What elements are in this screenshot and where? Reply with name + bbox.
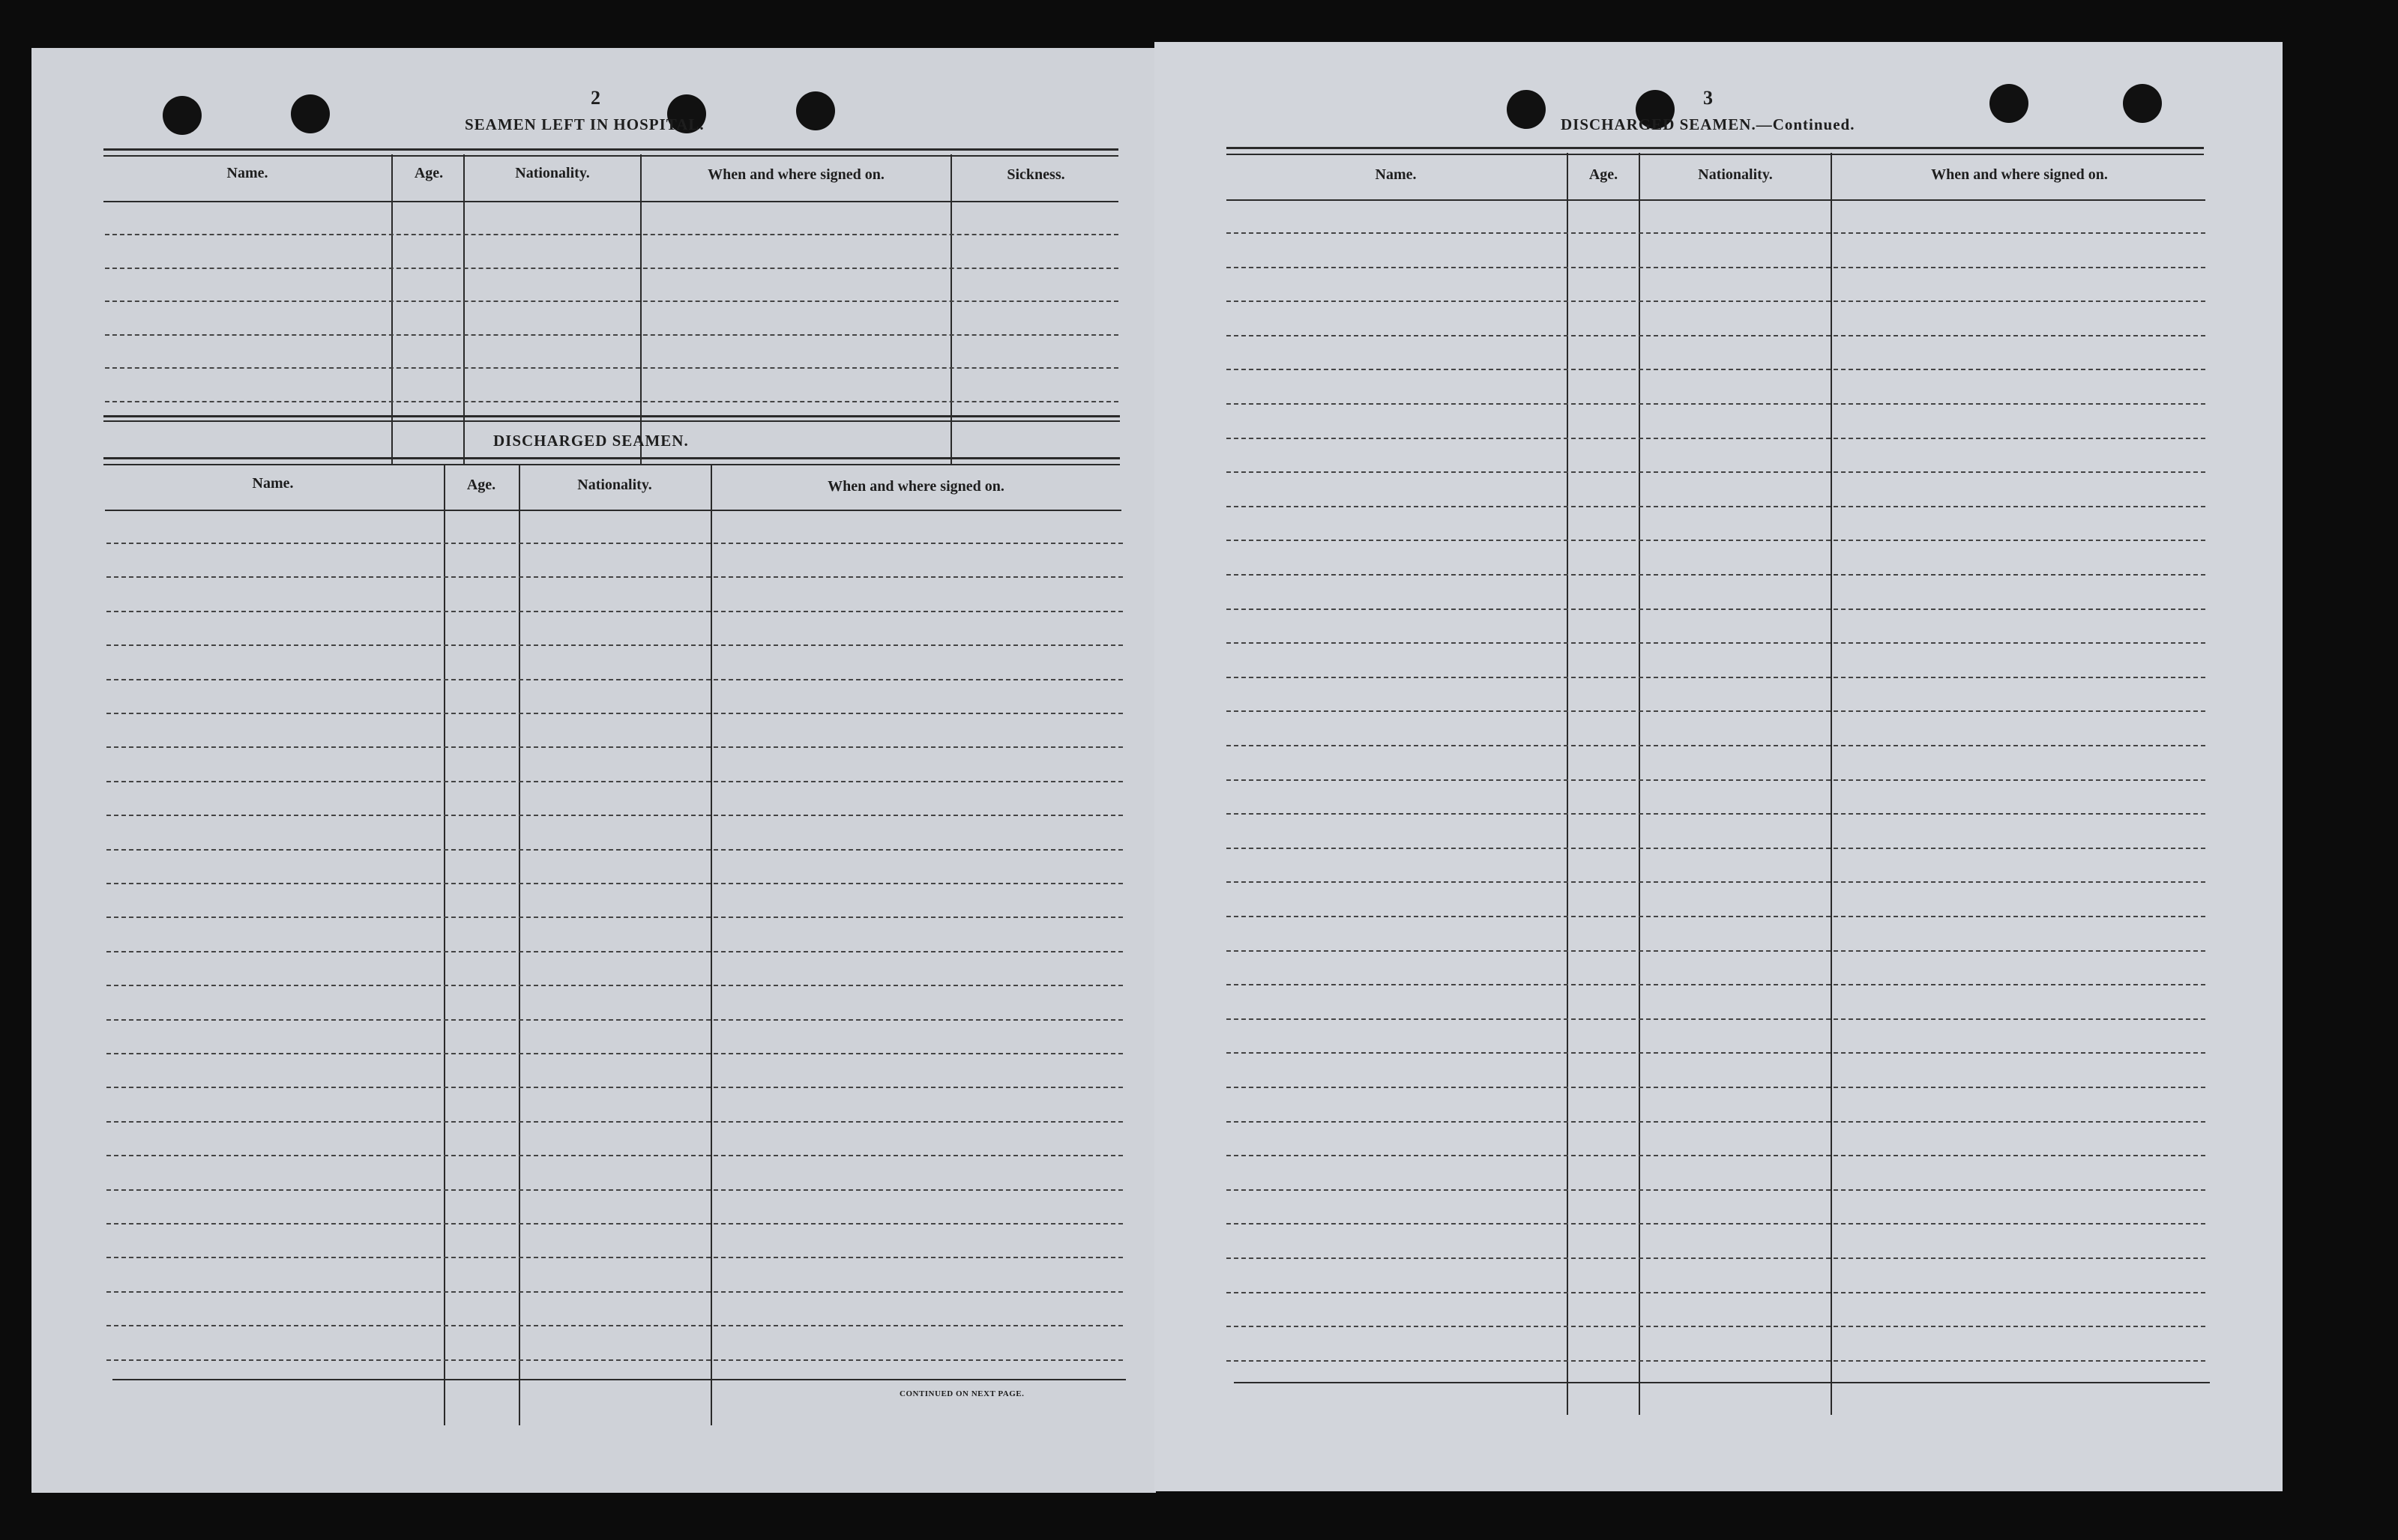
table-row-line [1226,779,2205,781]
table-row-line [105,401,1118,402]
table-row-line [1226,950,2205,952]
table-row-line [106,1087,1123,1088]
table-row-line [1226,1360,2205,1362]
table-row-line [106,781,1123,782]
table-row-line [106,1257,1123,1258]
col-header-nationality: Nationality. [515,165,590,181]
table-row-line [1226,574,2205,576]
table-row-line [1226,506,2205,507]
discharged-continued-title: DISCHARGED SEAMEN.—Continued. [1561,115,1855,133]
table-row-line [106,644,1123,646]
table-row-line [106,1121,1123,1123]
table-row-line [106,1223,1123,1225]
table-row-line [1226,1223,2205,1225]
table-row-line [1226,301,2205,302]
table-row-line [1226,848,2205,849]
table-row-line [1226,403,2205,405]
page-number: 3 [1703,87,1713,109]
table-row-line [1226,984,2205,985]
column-divider [711,465,712,1425]
column-divider [444,465,445,1425]
right-page [1154,42,2283,1491]
table-row-line [1226,1052,2205,1054]
table-row-line [1226,642,2205,644]
col-header-sickness: Sickness. [1007,166,1065,183]
col-header-signed-on: When and where signed on. [708,166,885,183]
table-row-line [1226,267,2205,268]
table-row-line [106,883,1123,884]
table-row-line [1226,540,2205,541]
table-row-line [1226,813,2205,815]
binder-hole [163,96,202,135]
table-row-line [105,268,1118,269]
table-row-line [105,334,1118,336]
column-divider [1567,153,1568,1415]
col-header-name: Name. [1375,166,1417,183]
discharged-table-top-rule [103,457,1120,465]
table-row-line [106,1291,1123,1293]
table-row-line [1226,1018,2205,1020]
table-row-line [106,576,1123,578]
table-row-line [106,1189,1123,1191]
table-row-line [1226,369,2205,370]
table-row-line [1226,1087,2205,1088]
table-row-line [1226,471,2205,473]
table-row-line [106,543,1123,544]
table-row-line [1226,881,2205,883]
table-row-line [1226,1257,2205,1259]
continued-table-bottom-rule [1234,1382,2210,1383]
table-row-line [1226,1189,2205,1191]
table-row-line [1226,1292,2205,1293]
table-row-line [1226,232,2205,234]
column-divider [519,465,520,1425]
col-header-name: Name. [226,165,268,181]
table-row-line [1226,1326,2205,1327]
col-header-nationality: Nationality. [577,477,652,493]
col-header-name: Name. [252,475,294,492]
hospital-header-rule [103,201,1118,202]
table-row-line [105,367,1118,369]
column-divider [1639,153,1640,1415]
discharged-section-title: DISCHARGED SEAMEN. [493,432,689,450]
col-header-age: Age. [1588,166,1618,183]
column-divider [1831,153,1832,1415]
left-page [31,48,1156,1493]
binder-hole [1989,84,2028,123]
table-row-line [106,815,1123,816]
table-row-line [106,1325,1123,1326]
table-row-line [106,849,1123,851]
table-row-line [106,713,1123,714]
hospital-table-top-rule [103,148,1118,157]
col-header-signed-on: When and where signed on. [1931,166,2108,183]
table-row-line [1226,438,2205,439]
continued-header-rule [1226,199,2205,201]
table-row-line [105,234,1118,235]
table-row-line [106,1019,1123,1021]
table-row-line [106,985,1123,986]
table-row-line [106,1053,1123,1054]
discharged-table-bottom-rule [112,1379,1126,1380]
table-row-line [1226,916,2205,917]
table-row-line [1226,710,2205,712]
table-row-line [1226,335,2205,336]
hospital-section-title: SEAMEN LEFT IN HOSPITAL. [465,115,705,133]
binder-hole [291,94,330,133]
table-row-line [106,917,1123,918]
continued-note: CONTINUED ON NEXT PAGE. [900,1389,1025,1398]
table-row-line [106,1155,1123,1156]
page-number: 2 [591,87,600,109]
table-row-line [106,746,1123,748]
table-row-line [1226,745,2205,746]
table-row-line [106,611,1123,612]
binder-hole [2123,84,2162,123]
col-header-age: Age. [466,477,496,493]
col-header-signed-on: When and where signed on. [828,478,1004,495]
hospital-table-bottom-rule [103,415,1120,422]
table-row-line [106,679,1123,680]
table-row-line [105,301,1118,302]
discharged-header-rule [105,510,1121,511]
col-header-age: Age. [414,165,444,181]
binder-hole [796,91,835,130]
table-row-line [1226,677,2205,678]
binder-hole [1507,90,1546,129]
table-row-line [1226,609,2205,610]
continued-table-top-rule [1226,147,2204,155]
table-row-line [106,951,1123,952]
table-row-line [106,1359,1123,1361]
table-row-line [1226,1121,2205,1123]
table-row-line [1226,1155,2205,1156]
col-header-nationality: Nationality. [1698,166,1773,183]
